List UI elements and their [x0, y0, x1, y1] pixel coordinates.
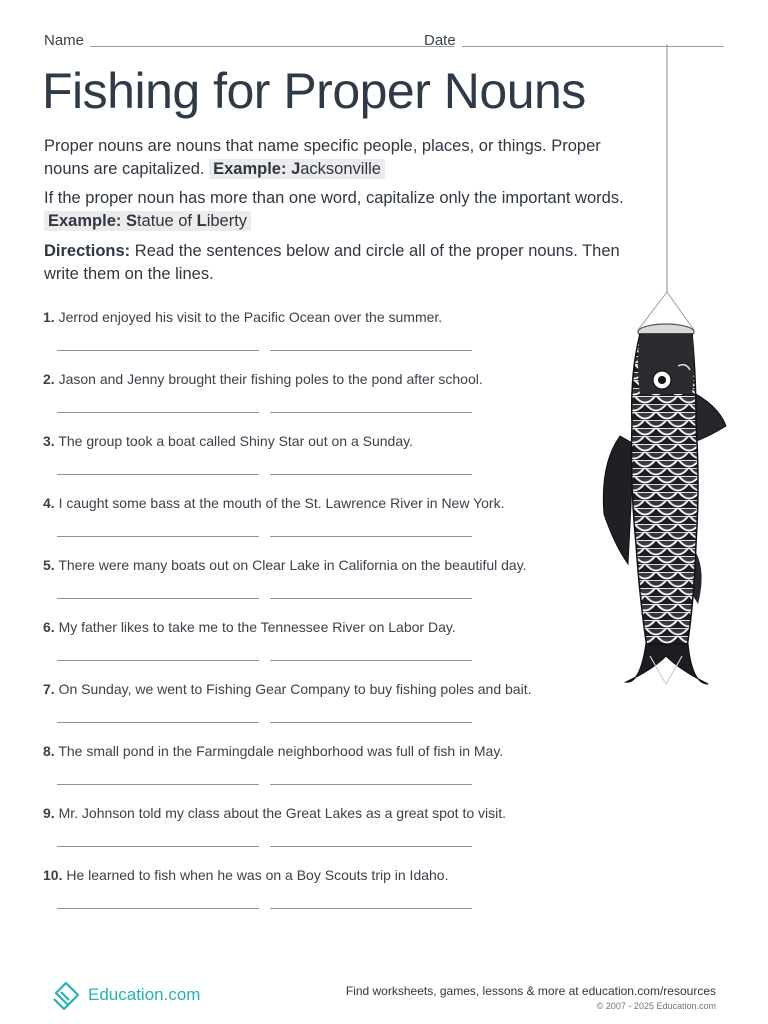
question-text: [43, 618, 603, 636]
question-item: [43, 432, 603, 494]
question-item: [43, 618, 603, 680]
date-label: Date: [424, 32, 456, 49]
answer-line[interactable]: [57, 784, 259, 785]
question-number: 9.: [43, 805, 55, 821]
answer-line[interactable]: [270, 412, 472, 413]
question-item: [43, 742, 603, 804]
example-label: Example:: [213, 160, 292, 178]
logo-text: Education.com: [88, 985, 201, 1004]
intro-text-2: If the proper noun has more than one word, capitalize only the important words.: [44, 189, 624, 207]
question-number: 5.: [43, 557, 55, 573]
question-sentence: I caught some bass at the mouth of the St. Lawrence River in New York.: [54, 495, 505, 511]
question-text: [43, 804, 603, 822]
answer-line[interactable]: [270, 784, 472, 785]
question-text: [43, 494, 603, 512]
question-number: 10.: [43, 867, 63, 883]
question-sentence: There were many boats out on Clear Lake in California on the beautiful day.: [54, 557, 527, 573]
example-capital: S: [125, 212, 137, 230]
koi-windsock-icon: [590, 44, 740, 694]
question-sentence: Mr. Johnson told my class about the Great Lakes as a great spot to visit.: [54, 805, 507, 821]
question-sentence: Jason and Jenny brought their fishing poles to the pond after school.: [54, 371, 483, 387]
question-text: [43, 370, 603, 388]
answer-line[interactable]: [57, 474, 259, 475]
question-list: [43, 308, 603, 928]
question-item: [43, 804, 603, 866]
answer-line[interactable]: [57, 350, 259, 351]
answer-line[interactable]: [57, 412, 259, 413]
question-item: [43, 308, 603, 370]
question-sentence: The small pond in the Farmingdale neighborhood was full of fish in May.: [54, 743, 504, 759]
example-mid: tatue of: [136, 212, 197, 230]
intro-paragraph-1: [44, 135, 624, 181]
question-text: [43, 866, 603, 884]
question-number: 6.: [43, 619, 55, 635]
page-title: Fishing for Proper Nouns: [42, 63, 586, 119]
example-capital: J: [291, 160, 301, 178]
question-number: 2.: [43, 371, 55, 387]
answer-line[interactable]: [57, 536, 259, 537]
question-text: [43, 308, 603, 326]
intro-section: [44, 135, 624, 239]
directions-label: Directions:: [44, 242, 131, 260]
copyright: © 2007 - 2025 Education.com: [596, 1001, 716, 1011]
answer-line[interactable]: [270, 722, 472, 723]
question-sentence: My father likes to take me to the Tennessee River on Labor Day.: [54, 619, 456, 635]
answer-line[interactable]: [57, 598, 259, 599]
answer-line[interactable]: [270, 350, 472, 351]
question-item: [43, 556, 603, 618]
question-number: 1.: [43, 309, 55, 325]
question-text: [43, 680, 603, 698]
answer-line[interactable]: [270, 908, 472, 909]
question-sentence: He learned to fish when he was on a Boy Scouts trip in Idaho.: [62, 867, 449, 883]
question-number: 3.: [43, 433, 55, 449]
answer-line[interactable]: [57, 908, 259, 909]
education-logo[interactable]: [52, 978, 200, 1012]
example-label: Example:: [48, 212, 126, 230]
question-item: [43, 494, 603, 556]
answer-line[interactable]: [57, 846, 259, 847]
example-statue-of-liberty: [44, 211, 251, 231]
directions-text: Read the sentences below and circle all of the proper nouns. Then write them on the lines.: [44, 242, 620, 283]
example-capital: L: [196, 212, 207, 230]
question-text: [43, 556, 603, 574]
resources-link[interactable]: Find worksheets, games, lessons & more at education.com/resources: [345, 984, 716, 998]
question-number: 8.: [43, 743, 55, 759]
intro-paragraph-2: [44, 187, 624, 233]
example-rest: acksonville: [300, 160, 381, 178]
directions: [44, 240, 644, 286]
name-field[interactable]: [90, 46, 454, 47]
question-sentence: Jerrod enjoyed his visit to the Pacific Ocean over the summer.: [54, 309, 443, 325]
question-text: [43, 432, 603, 450]
answer-line[interactable]: [57, 722, 259, 723]
answer-line[interactable]: [270, 598, 472, 599]
name-label: Name: [44, 32, 85, 49]
answer-line[interactable]: [270, 846, 472, 847]
question-sentence: On Sunday, we went to Fishing Gear Company to buy fishing poles and bait.: [54, 681, 532, 697]
education-logo-icon: [52, 979, 82, 1011]
question-item: [43, 370, 603, 432]
question-number: 7.: [43, 681, 55, 697]
question-item: [43, 680, 603, 742]
question-item: [43, 866, 603, 928]
answer-line[interactable]: [57, 660, 259, 661]
question-text: [43, 742, 603, 760]
example-rest: iberty: [206, 212, 248, 230]
question-number: 4.: [43, 495, 55, 511]
answer-line[interactable]: [270, 536, 472, 537]
example-jacksonville: [209, 159, 385, 179]
footer-info: [346, 984, 716, 1011]
answer-line[interactable]: [270, 474, 472, 475]
answer-line[interactable]: [270, 660, 472, 661]
intro-text-1: Proper nouns are nouns that name specific people, places, or things. Proper nouns are capitalized.: [44, 137, 601, 178]
question-sentence: The group took a boat called Shiny Star out on a Sunday.: [54, 433, 413, 449]
